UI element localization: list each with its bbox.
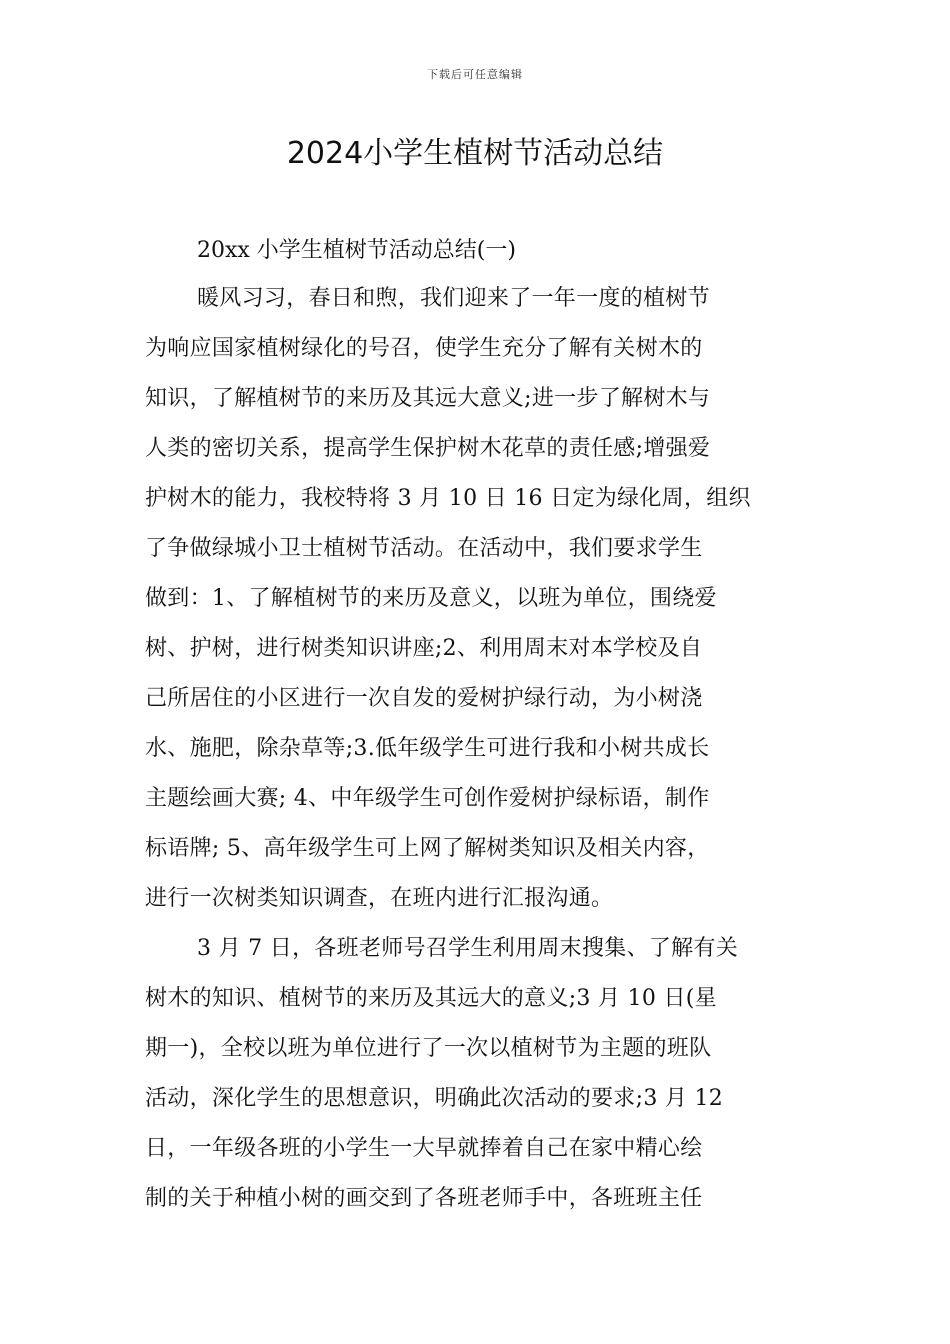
paragraph-1 — [145, 274, 810, 924]
paragraph-line: 3 月 7 日，各班老师号召学生利用周末搜集、了解有关 — [197, 936, 739, 961]
paragraph-line: 期一)，全校以班为单位进行了一次以植树节为主题的班队 — [145, 1036, 712, 1061]
paragraph-line: 为响应国家植树绿化的号召，使学生充分了解有关树木的 — [145, 336, 703, 361]
paragraph-line: 标语牌; 5、高年级学生可上网了解树类知识及相关内容， — [145, 836, 710, 861]
paragraph-2 — [145, 924, 810, 1224]
document-body — [145, 228, 810, 1224]
paragraph-line: 主题绘画大赛; 4、中年级学生可创作爱树护绿标语，制作 — [145, 786, 710, 811]
header-note: 下载后可任意编辑 — [427, 68, 523, 81]
paragraph-line: 人类的密切关系，提高学生保护树木花草的责任感;增强爱 — [145, 436, 711, 461]
paragraph-line: 进行一次树类知识调查，在班内进行汇报沟通。 — [145, 886, 614, 911]
paragraph-line: 日，一年级各班的小学生一大早就捧着自己在家中精心绘 — [145, 1136, 703, 1161]
paragraph-line: 树、护树，进行树类知识讲座;2、利用周末对本学校及自 — [145, 636, 703, 661]
paragraph-line: 己所居住的小区进行一次自发的爱树护绿行动，为小树浇 — [145, 686, 703, 711]
paragraph-line: 制的关于种植小树的画交到了各班老师手中，各班班主任 — [145, 1186, 703, 1211]
paragraph-line: 暖风习习，春日和煦，我们迎来了一年一度的植树节 — [197, 286, 710, 311]
paragraph-line: 树木的知识、植树节的来历及其远大的意义;3 月 10 日(星 — [145, 986, 717, 1011]
section-heading: 20xx 小学生植树节活动总结(一) — [197, 238, 516, 263]
paragraph-line: 护树木的能力，我校特将 3 月 10 日 16 日定为绿化周，组织 — [145, 486, 751, 511]
document-title: 2024小学生植树节活动总结 — [286, 136, 664, 171]
paragraph-line: 知识，了解植树节的来历及其远大意义;进一步了解树木与 — [145, 386, 711, 411]
paragraph-line: 做到：1、了解植树节的来历及意义，以班为单位，围绕爱 — [145, 586, 717, 611]
paragraph-line: 了争做绿城小卫士植树节活动。在活动中，我们要求学生 — [145, 536, 703, 561]
paragraph-line: 水、施肥，除杂草等;3.低年级学生可进行我和小树共成长 — [145, 736, 710, 761]
paragraph-line: 活动，深化学生的思想意识，明确此次活动的要求;3 月 12 — [145, 1086, 724, 1111]
